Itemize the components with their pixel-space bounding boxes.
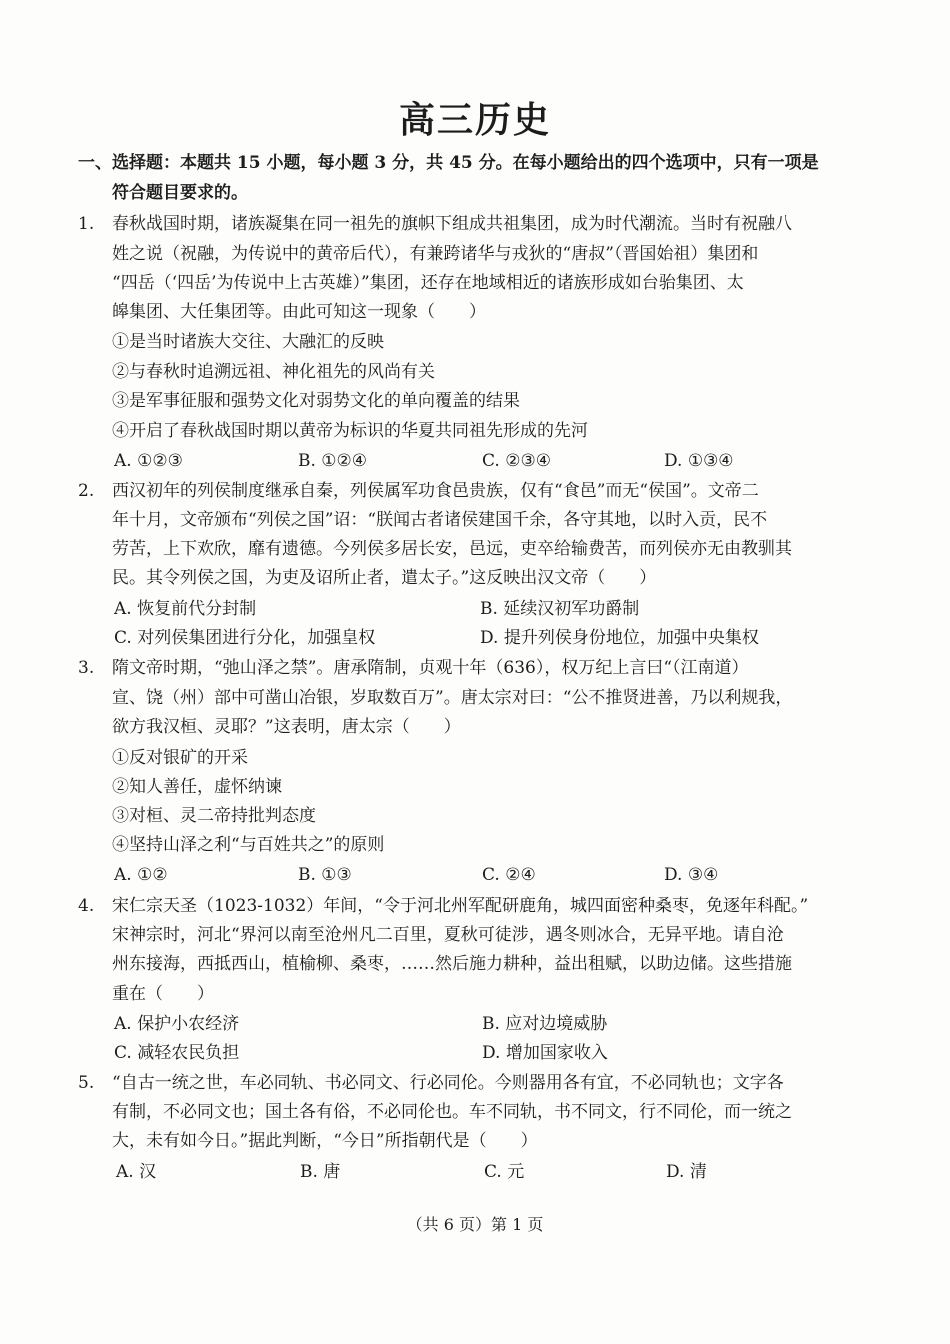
question-2-option-b[interactable]: B. 延续汉初军功爵制 bbox=[480, 599, 640, 619]
question-2-text: 民。其令列侯之国，为吏及诏所止者，遣太子。”这反映出汉文帝（ ） bbox=[112, 568, 657, 588]
question-1-text: 春秋战国时期，诸族凝集在同一祖先的旗帜下组成共祖集团，成为时代潮流。当时有祝融八 bbox=[112, 214, 792, 234]
question-1-text: 皞集团、大任集团等。由此可知这一现象（ ） bbox=[112, 302, 486, 322]
question-3-option-a[interactable]: A. ①② bbox=[114, 865, 168, 885]
question-4-text: 宋仁宗天圣（1023-1032）年间，“令于河北州军配研鹿角，城四面密种桑枣，免逐年科配。” bbox=[112, 896, 809, 916]
page-title: 高三历史 bbox=[398, 99, 551, 141]
question-3-number: 3. bbox=[78, 658, 95, 678]
question-2-text: 西汉初年的列侯制度继承自秦，列侯属军功食邑贵族，仅有“食邑”而无“侯国”。文帝二 bbox=[112, 481, 759, 501]
question-4-option-c[interactable]: C. 减轻农民负担 bbox=[114, 1043, 240, 1063]
question-4-option-a[interactable]: A. 保护小农经济 bbox=[114, 1014, 240, 1034]
question-4-text: 宋神宗时，河北“界河以南至沧州凡二百里，夏秋可徒涉，遇冬则冰合，无异平地。请自沧 bbox=[112, 925, 784, 945]
question-3-option-c[interactable]: C. ②④ bbox=[482, 865, 536, 885]
question-3-text: 宣、饶（州）部中可凿山冶银，岁取数百万”。唐太宗对曰：“公不推贤进善，乃以利规我， bbox=[112, 688, 793, 708]
question-1-option-a[interactable]: A. ①②③ bbox=[114, 451, 183, 471]
page-footer: （共 6 页）第 1 页 bbox=[406, 1215, 544, 1234]
question-1-text: 姓之说（祝融，为传说中的黄帝后代），有兼跨诸华与戎狄的“唐叔”（晋国始祖）集团和 bbox=[112, 244, 759, 264]
question-3-statement: ④坚持山泽之利“与百姓共之”的原则 bbox=[112, 835, 385, 855]
question-1-option-d[interactable]: D. ①③④ bbox=[664, 451, 734, 471]
section-heading-cont: 符合题目要求的。 bbox=[112, 183, 248, 203]
question-3-option-d[interactable]: D. ③④ bbox=[664, 865, 719, 885]
question-3-statement: ①反对银矿的开采 bbox=[112, 748, 248, 768]
question-5-text: 有制，不必同文也；国土各有俗，不必同伦也。车不同轨，书不同文，行不同伦，而一统之 bbox=[112, 1102, 792, 1122]
question-5-option-b[interactable]: B. 唐 bbox=[300, 1162, 341, 1182]
question-1-statement: ①是当时诸族大交往、大融汇的反映 bbox=[112, 332, 384, 352]
question-4-text: 州东接海，西抵西山，植榆柳、桑枣，……然后施力耕种，益出租赋，以助边储。这些措施 bbox=[112, 954, 792, 974]
question-4-text: 重在（ ） bbox=[112, 984, 214, 1004]
question-3-statement: ②知人善任，虚怀纳谏 bbox=[112, 777, 282, 797]
question-5-option-a[interactable]: A. 汉 bbox=[116, 1162, 157, 1182]
question-5-text: 大，未有如今日。”据此判断，“今日”所指朝代是（ ） bbox=[112, 1131, 538, 1151]
question-5-option-d[interactable]: D. 清 bbox=[666, 1162, 707, 1182]
question-1-statement: ②与春秋时追溯远祖、神化祖先的风尚有关 bbox=[112, 362, 435, 382]
question-1-statement: ④开启了春秋战国时期以黄帝为标识的华夏共同祖先形成的先河 bbox=[112, 421, 588, 441]
question-4-number: 4. bbox=[78, 896, 95, 916]
question-2-option-a[interactable]: A. 恢复前代分封制 bbox=[114, 599, 257, 619]
question-4-option-b[interactable]: B. 应对边境威胁 bbox=[482, 1014, 608, 1034]
section-heading: 一、选择题：本题共 15 小题，每小题 3 分，共 45 分。在每小题给出的四个选项中，只有一项是 bbox=[78, 153, 819, 173]
question-2-text: 劳苦，上下欢欣，靡有遗德。今列侯多居长安，邑远，吏卒给输费苦，而列侯亦无由教驯其 bbox=[112, 539, 792, 559]
question-2-number: 2. bbox=[78, 481, 95, 501]
question-2-option-c[interactable]: C. 对列侯集团进行分化，加强皇权 bbox=[114, 628, 376, 648]
question-5-option-c[interactable]: C. 元 bbox=[484, 1162, 525, 1182]
question-5-text: “自古一统之世，车必同轨、书必同文、行必同伦。今则器用各有宜，不必同轨也；文字各 bbox=[112, 1073, 784, 1093]
question-1-number: 1. bbox=[78, 214, 95, 234]
question-2-text: 年十月，文帝颁布“列侯之国”诏：“朕闻古者诸侯建国千余，各守其地，以时入贡，民不 bbox=[112, 510, 768, 530]
question-1-statement: ③是军事征服和强势文化对弱势文化的单向覆盖的结果 bbox=[112, 391, 520, 411]
question-1-option-b[interactable]: B. ①②④ bbox=[298, 451, 368, 471]
question-5-number: 5. bbox=[78, 1073, 95, 1093]
question-3-option-b[interactable]: B. ①③ bbox=[298, 865, 352, 885]
question-4-option-d[interactable]: D. 增加国家收入 bbox=[482, 1043, 608, 1063]
question-3-statement: ③对桓、灵二帝持批判态度 bbox=[112, 806, 316, 826]
question-1-option-c[interactable]: C. ②③④ bbox=[482, 451, 551, 471]
question-1-text: “四岳（‘四岳’为传说中上古英雄）”集团，还存在地域相近的诸族形成如台骀集团、太 bbox=[112, 273, 744, 293]
question-2-option-d[interactable]: D. 提升列侯身份地位，加强中央集权 bbox=[480, 628, 759, 648]
question-3-text: 隋文帝时期，“弛山泽之禁”。唐承隋制，贞观十年（636），权万纪上言曰“（江南道） bbox=[112, 658, 749, 678]
question-3-text: 欲方我汉桓、灵耶？”这表明，唐太宗（ ） bbox=[112, 717, 461, 737]
